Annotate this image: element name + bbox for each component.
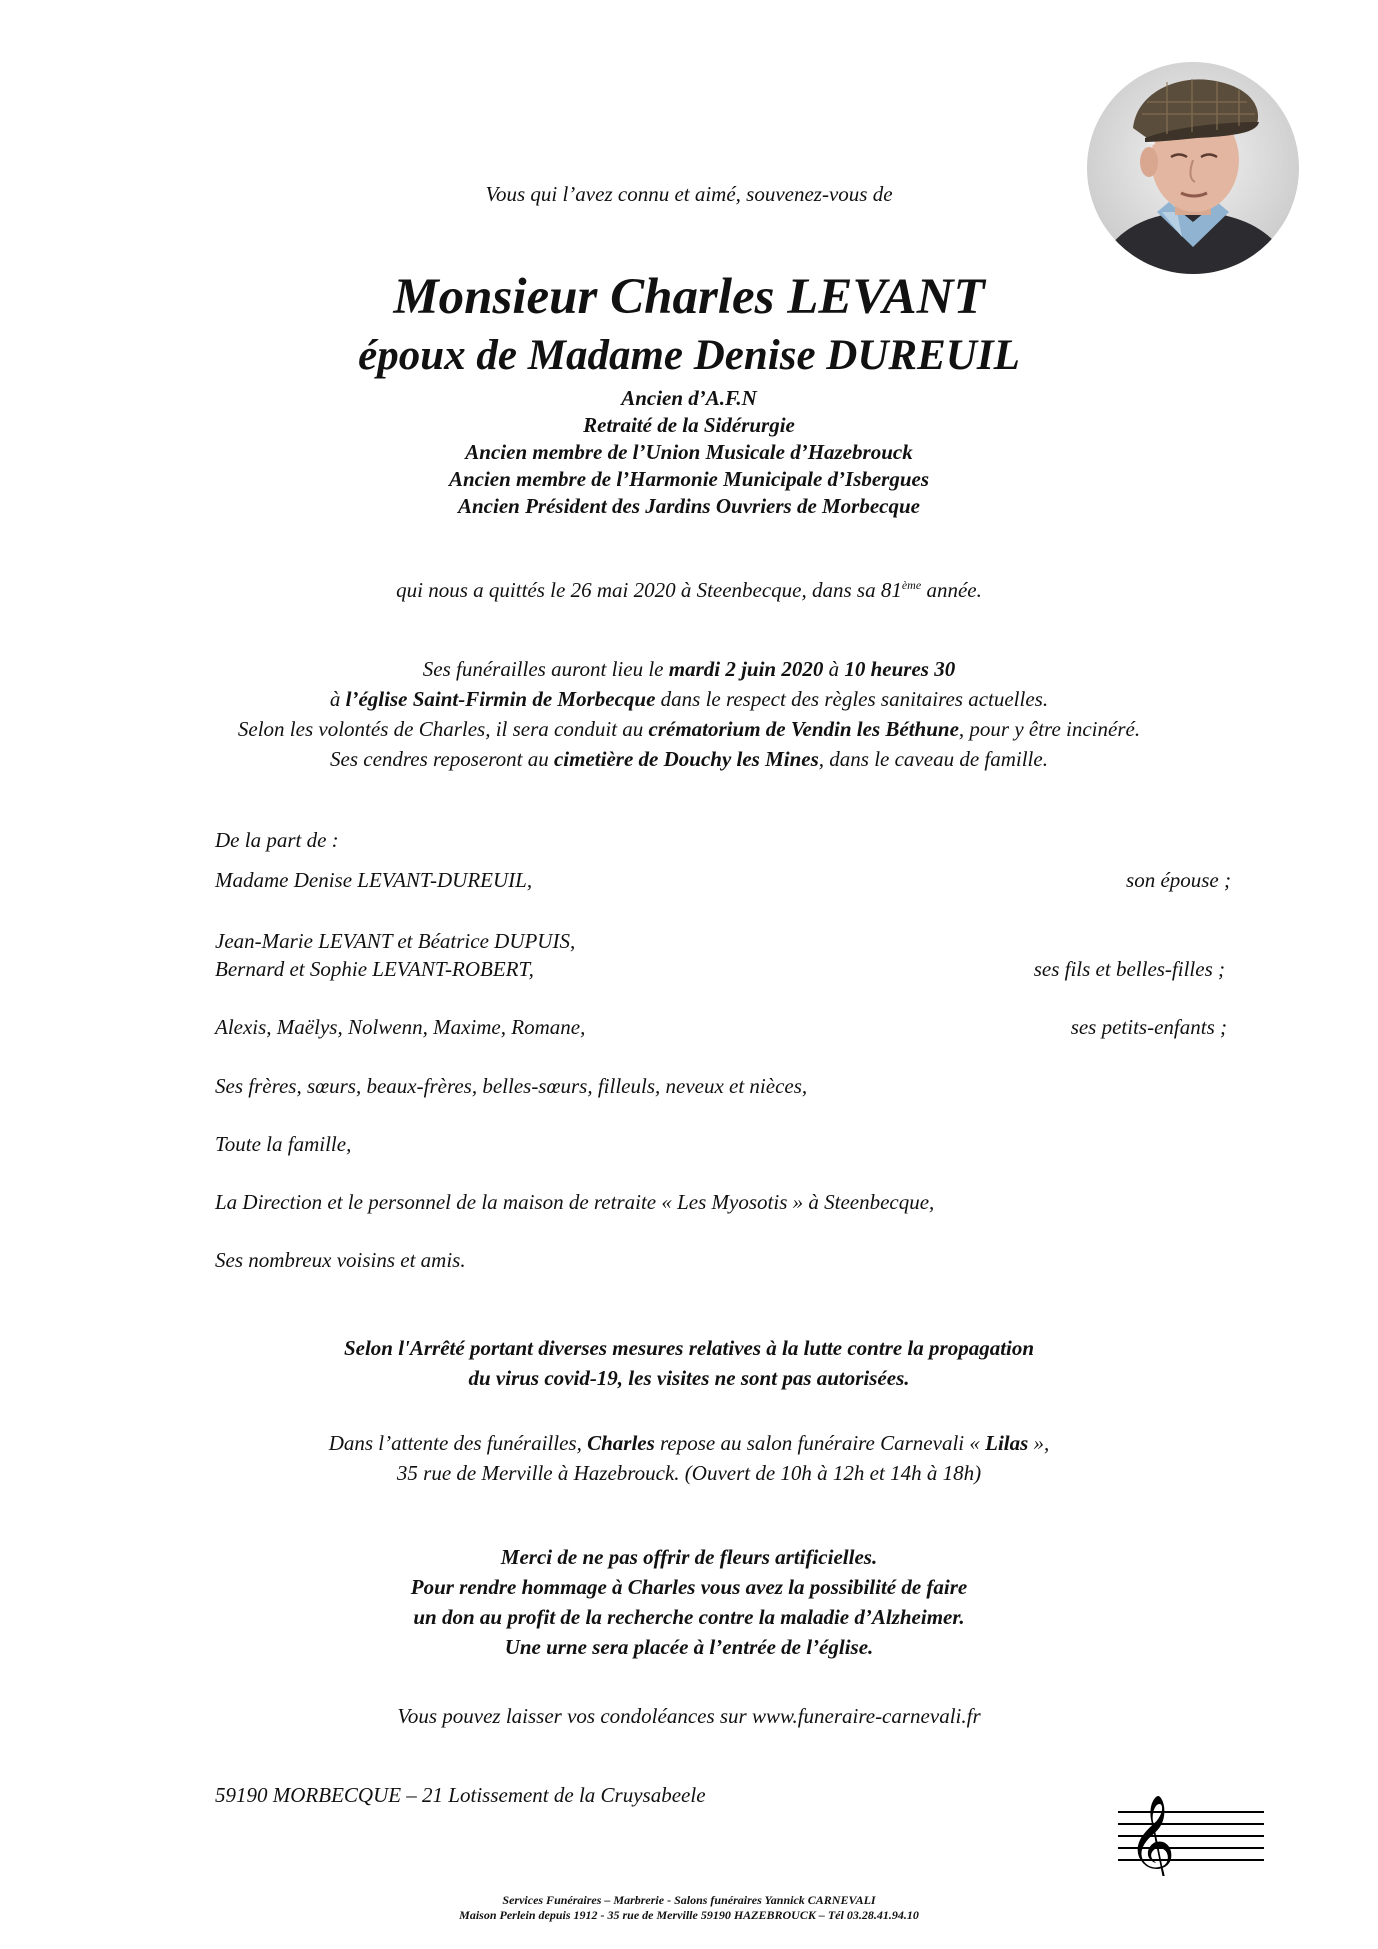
family-siblings: Ses frères, sœurs, beaux-frères, belles-sœurs, filleuls, neveux et nièces, [215, 1074, 808, 1098]
title-line: Ancien membre de l’Union Musicale d’Hazebrouck [465, 440, 913, 464]
condolences-link: Vous pouvez laisser vos condoléances sur www.funeraire-carnevali.fr [397, 1704, 981, 1728]
flowers-donation-notice: Merci de ne pas offrir de fleurs artificielles. Pour rendre hommage à Charles vous avez la possibilité de faire un don au profit de la recherche contre la maladie d’Alzheimer. Une urne sera placée à l’entrée de l’église. [410, 1545, 968, 1659]
covid-notice: Selon l'Arrêté portant diverses mesures relatives à la lutte contre la propagation du virus covid-19, les visites ne sont pas autorisées. [343, 1336, 1035, 1390]
svg-text:𝄞: 𝄞 [1128, 1794, 1176, 1876]
family-retirement-home: La Direction et le personnel de la maison de retraite « Les Myosotis » à Steenbecque, [215, 1190, 935, 1214]
title-line: Retraité de la Sidérurgie [583, 413, 795, 437]
intro-text: Vous qui l’avez connu et aimé, souvenez-vous de [485, 182, 893, 206]
family-grandchildren: Alexis, Maëlys, Nolwenn, Maxime, Romane, ses petits-enfants ; [215, 1015, 1227, 1039]
title-line: Ancien Président des Jardins Ouvriers de Morbecque [458, 494, 920, 518]
funeral-line-1: Ses funérailles auront lieu le mardi 2 juin 2020 à 10 heures 30 [422, 657, 956, 681]
family-sons: Jean-Marie LEVANT et Béatrice DUPUIS, Bernard et Sophie LEVANT-ROBERT, ses fils et belles-filles ; [215, 929, 1225, 981]
deceased-name: Monsieur Charles LEVANT [393, 269, 985, 325]
death-notice: qui nous a quittés le 26 mai 2020 à Steenbecque, dans sa 81ème année. [396, 578, 982, 602]
family-from: De la part de : [215, 828, 339, 852]
family-wife: Madame Denise LEVANT-DUREUIL, son épouse ; [215, 868, 1231, 892]
funeral-line-2: à l’église Saint-Firmin de Morbecque dans le respect des règles sanitaires actuelles. [329, 687, 1049, 711]
title-line: Ancien d’A.F.N [621, 386, 757, 410]
portrait-photo [1087, 62, 1299, 274]
treble-clef-icon [1118, 1790, 1264, 1876]
title-line: Ancien membre de l’Harmonie Municipale d’Isbergues [448, 467, 930, 491]
family-all: Toute la famille, [215, 1132, 352, 1156]
funeral-salon-notice: Dans l’attente des funérailles, Charles repose au salon funéraire Carnevali « Lilas », 35 rue de Merville à Hazebrouck. (Ouvert de 10h à 12h et 14h à 18h) [328, 1431, 1050, 1485]
family-neighbors: Ses nombreux voisins et amis. [215, 1248, 466, 1272]
funeral-line-3: Selon les volontés de Charles, il sera conduit au crématorium de Vendin les Béthune, pour y être incinéré. [237, 717, 1141, 741]
funeral-details [0, 654, 1378, 774]
spouse-line: époux de Madame Denise DUREUIL [358, 332, 1020, 379]
titles-list [0, 385, 1378, 520]
family-address: 59190 MORBECQUE – 21 Lotissement de la Cruysabeele [215, 1783, 706, 1807]
funeral-line-4: Ses cendres reposeront au cimetière de Douchy les Mines, dans le caveau de famille. [330, 747, 1048, 771]
funeral-home-footer: Services Funéraires – Marbrerie - Salons funéraires Yannick CARNEVALI Maison Perlein depuis 1912 - 35 rue de Merville 59190 HAZEBROUCK – Tél 03.28.41.94.10 [459, 1893, 919, 1922]
